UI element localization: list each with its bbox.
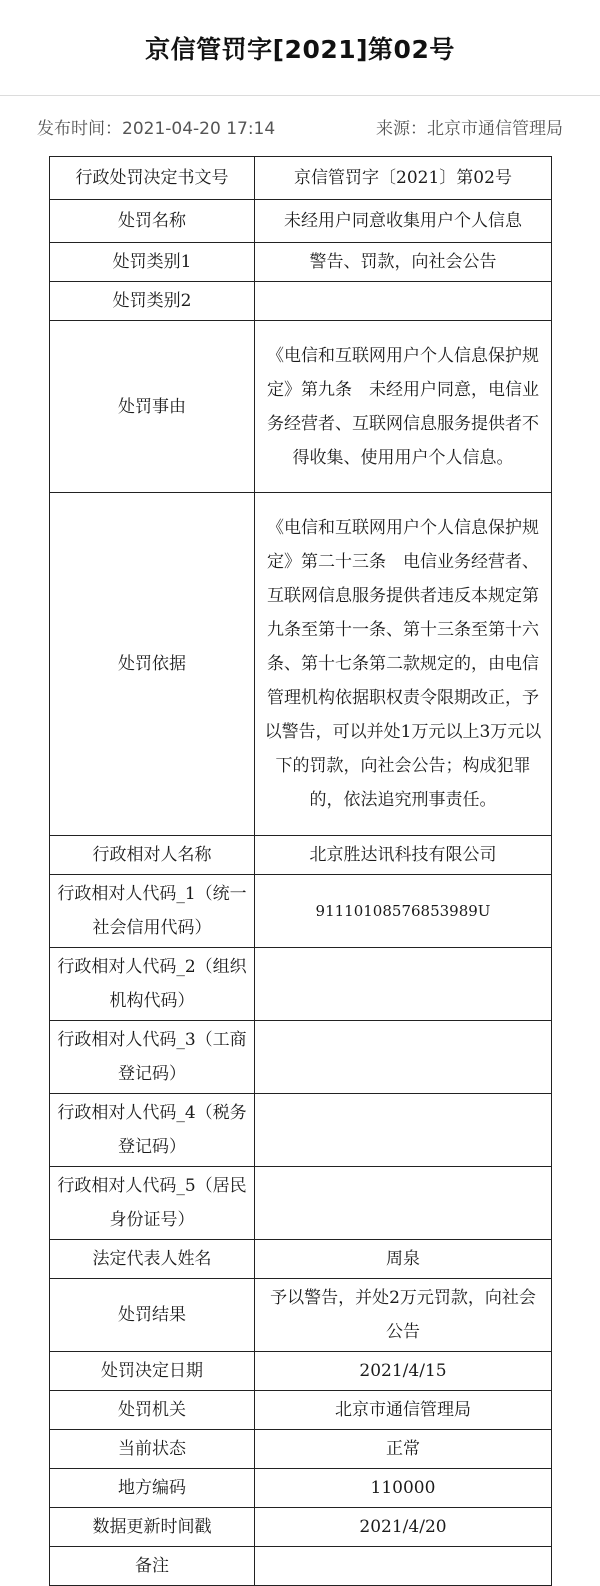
row-label: 处罚事由 <box>50 321 255 493</box>
table-row <box>50 948 552 1021</box>
row-value: 北京市通信管理局 <box>255 1391 552 1430</box>
table-row <box>50 321 552 493</box>
row-label: 处罚类别2 <box>50 282 255 321</box>
table-row <box>50 243 552 282</box>
table-row <box>50 875 552 948</box>
row-label: 行政相对人代码_5（居民身份证号） <box>50 1167 255 1240</box>
table-row <box>50 1508 552 1547</box>
table-row <box>50 836 552 875</box>
row-label: 行政相对人名称 <box>50 836 255 875</box>
row-label: 处罚决定日期 <box>50 1352 255 1391</box>
row-value: 《电信和互联网用户个人信息保护规定》第二十三条 电信业务经营者、互联网信息服务提供者违反本规定第九条至第十一条、第十三条至第十六条、第十七条第二款规定的，由电信管理机构依据职权责令限期改正，予以警告，可以并处1万元以上3万元以下的罚款，向社会公告；构成犯罪的，依法追究刑事责任。 <box>255 493 552 836</box>
row-label: 当前状态 <box>50 1430 255 1469</box>
row-value: 《电信和互联网用户个人信息保护规定》第九条 未经用户同意，电信业务经营者、互联网信息服务提供者不得收集、使用用户个人信息。 <box>255 321 552 493</box>
row-label: 数据更新时间戳 <box>50 1508 255 1547</box>
row-value <box>255 1094 552 1167</box>
penalty-record-table <box>49 156 552 1586</box>
row-label: 行政相对人代码_2（组织机构代码） <box>50 948 255 1021</box>
row-value: 北京胜达讯科技有限公司 <box>255 836 552 875</box>
row-value <box>255 282 552 321</box>
table-row <box>50 1167 552 1240</box>
row-value <box>255 1167 552 1240</box>
row-label: 行政相对人代码_3（工商登记码） <box>50 1021 255 1094</box>
row-value: 未经用户同意收集用户个人信息 <box>255 200 552 243</box>
source: 来源：北京市通信管理局 <box>376 118 563 139</box>
row-label: 处罚结果 <box>50 1279 255 1352</box>
row-value: 警告、罚款，向社会公告 <box>255 243 552 282</box>
table-row <box>50 1469 552 1508</box>
row-label: 行政相对人代码_4（税务登记码） <box>50 1094 255 1167</box>
row-label: 行政相对人代码_1（统一社会信用代码） <box>50 875 255 948</box>
table-row <box>50 282 552 321</box>
row-label: 法定代表人姓名 <box>50 1240 255 1279</box>
row-value: 京信管罚字〔2021〕第02号 <box>255 157 552 200</box>
row-value: 周泉 <box>255 1240 552 1279</box>
row-value: 110000 <box>255 1469 552 1508</box>
row-value: 2021/4/20 <box>255 1508 552 1547</box>
row-value: 91110108576853989U <box>255 875 552 948</box>
row-label: 处罚机关 <box>50 1391 255 1430</box>
table-row <box>50 1430 552 1469</box>
meta-bar <box>0 96 600 156</box>
table-row <box>50 1547 552 1586</box>
row-value <box>255 1021 552 1094</box>
table-row <box>50 1094 552 1167</box>
publish-time: 发布时间：2021-04-20 17:14 <box>37 118 276 139</box>
row-value <box>255 948 552 1021</box>
page-title: 京信管罚字[2021]第02号 <box>145 34 455 64</box>
row-value: 予以警告，并处2万元罚款，向社会公告 <box>255 1279 552 1352</box>
row-value: 正常 <box>255 1430 552 1469</box>
row-label: 处罚依据 <box>50 493 255 836</box>
row-label: 处罚类别1 <box>50 243 255 282</box>
table-row <box>50 200 552 243</box>
table-row <box>50 157 552 200</box>
row-label: 备注 <box>50 1547 255 1586</box>
row-label: 地方编码 <box>50 1469 255 1508</box>
table-row <box>50 1240 552 1279</box>
table-row <box>50 1021 552 1094</box>
row-label: 行政处罚决定书文号 <box>50 157 255 200</box>
table-row <box>50 1279 552 1352</box>
row-label: 处罚名称 <box>50 200 255 243</box>
row-value <box>255 1547 552 1586</box>
table-row <box>50 1391 552 1430</box>
table-row <box>50 493 552 836</box>
row-value: 2021/4/15 <box>255 1352 552 1391</box>
page-header <box>0 0 600 96</box>
table-row <box>50 1352 552 1391</box>
